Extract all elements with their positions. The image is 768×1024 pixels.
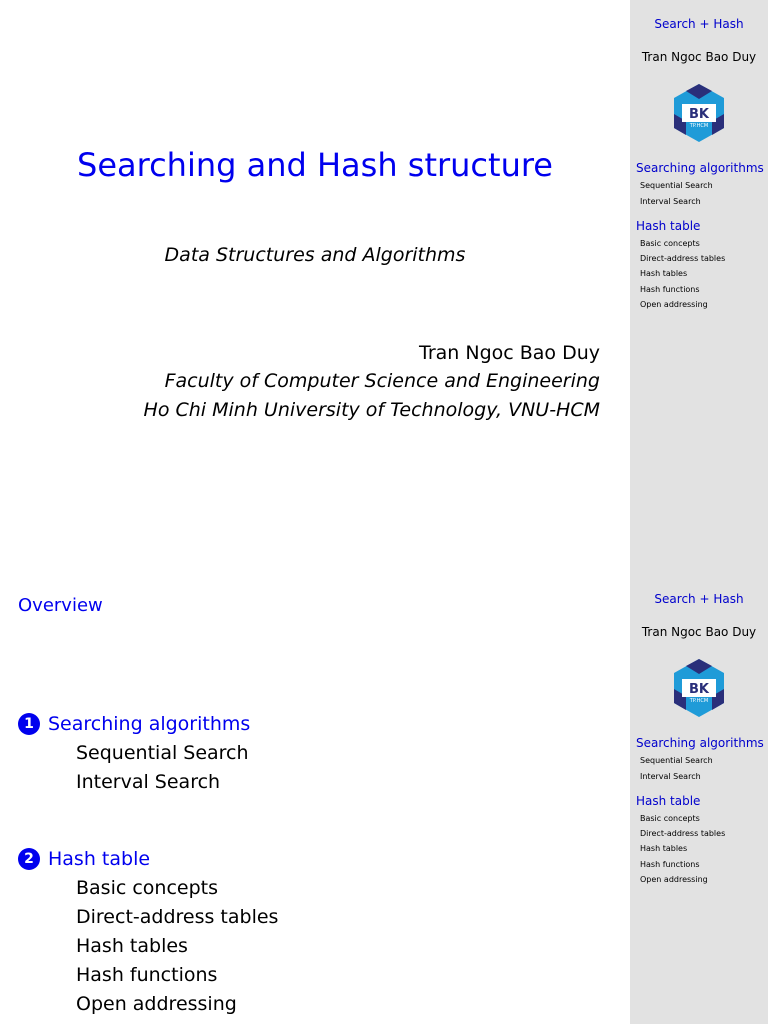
overview-section-2-label: Hash table bbox=[48, 848, 151, 870]
section-number-2: 2 bbox=[18, 848, 40, 870]
sidebar bbox=[630, 575, 768, 1024]
sidebar-section-searching[interactable]: Searching algorithms bbox=[636, 161, 764, 175]
sidebar-item-open-addressing[interactable]: Open addressing bbox=[640, 300, 708, 309]
overview-item-basic-concepts[interactable]: Basic concepts bbox=[76, 877, 218, 899]
institute-line-2: Ho Chi Minh University of Technology, VNU-HCM bbox=[143, 399, 600, 421]
overview-heading: Overview bbox=[18, 595, 103, 616]
sidebar-title[interactable]: Search + Hash bbox=[654, 592, 744, 606]
bk-logo-icon bbox=[668, 82, 730, 144]
overview-item-sequential-search[interactable]: Sequential Search bbox=[76, 742, 249, 764]
sidebar-item-direct-address-tables[interactable]: Direct-address tables bbox=[640, 254, 726, 263]
sidebar-author: Tran Ngoc Bao Duy bbox=[641, 50, 757, 64]
overview-item-interval-search[interactable]: Interval Search bbox=[76, 771, 221, 793]
sidebar-title[interactable]: Search + Hash bbox=[654, 17, 744, 31]
sidebar-item-sequential-search[interactable]: Sequential Search bbox=[640, 756, 713, 765]
sidebar-item-interval-search[interactable]: Interval Search bbox=[640, 197, 701, 206]
logo-subtext: TP.HCM bbox=[689, 698, 709, 704]
sidebar-item-hash-tables[interactable]: Hash tables bbox=[640, 269, 688, 278]
sidebar-section-searching[interactable]: Searching algorithms bbox=[636, 736, 764, 750]
sidebar-item-basic-concepts[interactable]: Basic concepts bbox=[640, 239, 700, 248]
sidebar-author: Tran Ngoc Bao Duy bbox=[641, 625, 757, 639]
logo-text: BK bbox=[689, 107, 709, 122]
slide-subtitle: Data Structures and Algorithms bbox=[164, 244, 466, 266]
sidebar-item-basic-concepts[interactable]: Basic concepts bbox=[640, 814, 700, 823]
overview-item-hash-tables[interactable]: Hash tables bbox=[76, 935, 188, 957]
bk-logo-icon bbox=[668, 657, 730, 719]
overview-section-2[interactable] bbox=[18, 848, 150, 870]
overview-item-direct-address-tables[interactable]: Direct-address tables bbox=[76, 906, 279, 928]
institute-line-1: Faculty of Computer Science and Engineering bbox=[164, 370, 600, 392]
overview-slide bbox=[0, 575, 768, 1024]
sidebar-item-open-addressing[interactable]: Open addressing bbox=[640, 875, 708, 884]
logo-subtext: TP.HCM bbox=[689, 123, 709, 129]
logo-text: BK bbox=[689, 682, 709, 697]
overview-section-1-label: Searching algorithms bbox=[48, 713, 251, 735]
sidebar-item-hash-functions[interactable]: Hash functions bbox=[640, 860, 700, 869]
slide-title: Searching and Hash structure bbox=[77, 146, 553, 184]
overview-item-open-addressing[interactable]: Open addressing bbox=[76, 993, 237, 1015]
author-name: Tran Ngoc Bao Duy bbox=[419, 342, 600, 364]
section-number-1: 1 bbox=[18, 713, 40, 735]
sidebar bbox=[630, 0, 768, 575]
sidebar-item-sequential-search[interactable]: Sequential Search bbox=[640, 181, 713, 190]
overview-section-1[interactable] bbox=[18, 713, 250, 735]
sidebar-item-hash-functions[interactable]: Hash functions bbox=[640, 285, 700, 294]
sidebar-section-hash-table[interactable]: Hash table bbox=[636, 219, 701, 233]
sidebar-item-direct-address-tables[interactable]: Direct-address tables bbox=[640, 829, 726, 838]
sidebar-section-hash-table[interactable]: Hash table bbox=[636, 794, 701, 808]
sidebar-item-interval-search[interactable]: Interval Search bbox=[640, 772, 701, 781]
sidebar-item-hash-tables[interactable]: Hash tables bbox=[640, 844, 688, 853]
overview-item-hash-functions[interactable]: Hash functions bbox=[76, 964, 218, 986]
